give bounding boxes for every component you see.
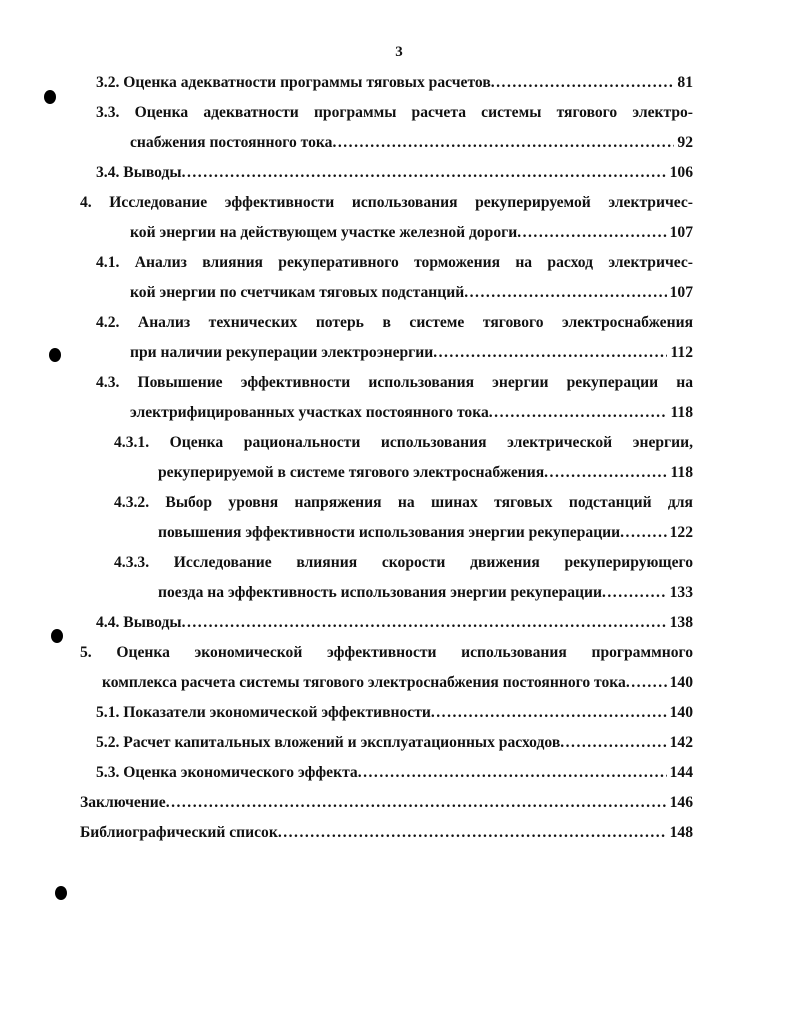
toc-entry-line: 4.3.1. Оценка рациональности использования электрической энергии, — [114, 434, 693, 451]
toc-dot-leader — [433, 340, 667, 366]
punch-hole — [51, 629, 63, 643]
toc-entry-title: Библиографический список — [80, 824, 278, 841]
toc-page-number: 107 — [669, 284, 693, 301]
page-number: 3 — [395, 44, 403, 60]
toc-dot-leader — [278, 820, 667, 846]
toc-entry-title: 5.1. Показатели экономической эффективности — [96, 704, 431, 721]
punch-hole — [44, 90, 56, 104]
toc-entry-title: кой энергии на действующем участке железной дороги — [130, 224, 518, 241]
toc-entry-line — [102, 670, 693, 696]
toc-dot-leader — [517, 220, 666, 246]
toc-entry-title: повышения эффективности использования энергии рекуперации — [158, 524, 621, 541]
toc-dot-leader — [602, 580, 667, 606]
toc-dot-leader — [358, 760, 667, 786]
toc-dot-leader — [332, 130, 674, 156]
toc-entry-title: Заключение — [80, 794, 166, 811]
toc-dot-leader — [431, 700, 667, 726]
toc-dot-leader — [182, 160, 667, 186]
toc-entry-line: 4.1. Анализ влияния рекуперативного торможения на расход электричес- — [96, 254, 693, 271]
toc-page-number: 106 — [669, 164, 693, 181]
toc-entry-title: 3.4. Выводы — [96, 164, 182, 181]
toc-page-number: 133 — [669, 584, 693, 601]
toc-entry-line — [158, 520, 693, 546]
toc-entry-line — [96, 70, 693, 96]
toc-entry-line — [158, 580, 693, 606]
toc-entry-title: рекуперируемой в системе тягового электроснабжения — [158, 464, 545, 481]
toc-entry-title: кой энергии по счетчикам тяговых подстанций — [130, 284, 465, 301]
toc-page-number: 92 — [677, 134, 693, 151]
toc-entry-title: электрифицированных участках постоянного тока — [130, 404, 489, 421]
toc-page-number: 107 — [669, 224, 693, 241]
toc-entry-line — [96, 610, 693, 636]
toc-entry-line — [130, 220, 693, 246]
toc-entry-line — [96, 160, 693, 186]
toc-entry-line — [158, 460, 693, 486]
toc-entry-title: поезда на эффективность использования энергии рекуперации — [158, 584, 602, 601]
toc-page-number: 146 — [669, 794, 693, 811]
toc-entry-line: 5. Оценка экономической эффективности использования программного — [80, 644, 693, 661]
toc-page-number: 122 — [669, 524, 693, 541]
toc-entry-line: 4.3.3. Исследование влияния скорости движения рекуперирующего — [114, 554, 693, 571]
toc-entry-title: при наличии рекуперации электроэнергии — [130, 344, 434, 361]
toc-entry-line: 4.3.2. Выбор уровня напряжения на шинах тяговых подстанций для — [114, 494, 693, 511]
toc-page-number: 144 — [669, 764, 693, 781]
toc-page-number: 138 — [669, 614, 693, 631]
toc-page-number: 148 — [669, 824, 693, 841]
toc-entry-line — [96, 700, 693, 726]
toc-entry-line: 4.2. Анализ технических потерь в системе тягового электроснабжения — [96, 314, 693, 331]
punch-hole — [49, 348, 61, 362]
toc-entry-line: 4. Исследование эффективности использования рекуперируемой электричес- — [80, 194, 693, 211]
toc-entry-title: 5.2. Расчет капитальных вложений и эксплуатационных расходов — [96, 734, 561, 751]
toc-entry-line — [80, 790, 693, 816]
toc-dot-leader — [489, 400, 668, 426]
toc-page-number: 81 — [677, 74, 693, 91]
toc-entry-line — [96, 730, 693, 756]
toc-page-number: 140 — [669, 704, 693, 721]
toc-entry-line: 3.3. Оценка адекватности программы расчета системы тягового электро- — [96, 104, 693, 121]
toc-page-number: 142 — [669, 734, 693, 751]
toc-entry-title: 3.2. Оценка адекватности программы тяговых расчетов — [96, 74, 491, 91]
toc-dot-leader — [620, 520, 666, 546]
toc-entry-title: снабжения постоянного тока — [130, 134, 333, 151]
toc-entry-title: 5.3. Оценка экономического эффекта — [96, 764, 358, 781]
toc-entry-line: 4.3. Повышение эффективности использования энергии рекуперации на — [96, 374, 693, 391]
toc-dot-leader — [464, 280, 666, 306]
toc-page-number: 118 — [670, 404, 693, 421]
toc-entry-line — [130, 400, 693, 426]
toc-entry-line — [130, 130, 693, 156]
toc-entry-title: комплекса расчета системы тягового электроснабжения постоянного тока — [102, 674, 626, 691]
toc-dot-leader — [166, 790, 667, 816]
toc-entry-line — [96, 760, 693, 786]
toc-dot-leader — [182, 610, 667, 636]
toc-page-number: 112 — [670, 344, 693, 361]
toc-entry-title: 4.4. Выводы — [96, 614, 182, 631]
toc-dot-leader — [544, 460, 667, 486]
toc-page-number: 118 — [670, 464, 693, 481]
toc-entry-line — [130, 280, 693, 306]
toc-page-number: 140 — [669, 674, 693, 691]
toc-dot-leader — [491, 70, 675, 96]
toc-dot-leader — [626, 670, 667, 696]
punch-hole — [55, 886, 67, 900]
toc-entry-line — [80, 820, 693, 846]
toc-dot-leader — [560, 730, 666, 756]
toc-entry-line — [130, 340, 693, 366]
